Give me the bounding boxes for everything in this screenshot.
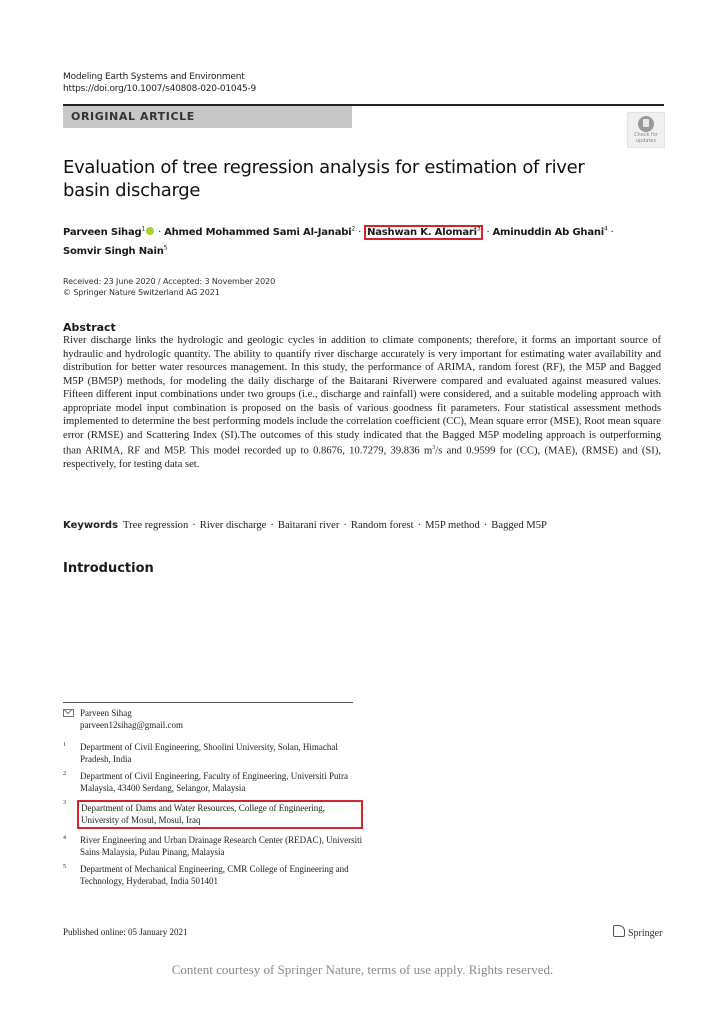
affiliation-number: 2 — [63, 771, 66, 777]
keyword: M5P method — [425, 520, 480, 531]
keyword-separator: · — [270, 520, 274, 531]
author-name[interactable]: Parveen Sihag — [63, 227, 142, 239]
springer-horse-icon — [613, 925, 625, 937]
keyword: Baitarani river — [277, 520, 340, 531]
keyword-separator: · — [417, 520, 422, 531]
affiliation-item — [63, 835, 363, 858]
abstract-superscript: 3 — [432, 445, 436, 451]
abstract-text-main: River discharge links the hydrologic and geologic cycles in addition to climate components; therefore, it forms an important source of hydraulic and hydrologic quantity. The ability to quantify river discharge accurately is very important for estimating water availability and distribution for better water resources management. In this study, the performance of ARIMA, random forest (RF), the M5P and Bagged M5P (BM5P) methods, for modeling the daily discharge of the Baitarani Riverwere compared and evaluated against measured values. Fifteen different input combinations under two groups (i.e., discharge and rainfall) were considered, and a suitable modeling approach with appropriate model input combination is proposed on the basis of various goodness fit parameters. Four statistical assessment methods implemented to determine the best performing models include the correlation coefficient (CC), Mean square error (MSE), Root mean square error (RMSE) and Scattering Index (SI).The outcomes of this study indicated that the Bagged M5P modeling approach is outperforming than ARIMA, RF and M5P. This model recorded up to 0.8676, 10.7279, 39.836 m — [63, 335, 661, 457]
author-entry — [492, 227, 607, 238]
author-affiliation-number: 5 — [163, 244, 168, 252]
author-list — [63, 222, 663, 259]
author-affiliation-number: 3 — [476, 226, 481, 233]
check-for-updates-icon — [638, 116, 654, 132]
envelope-icon — [63, 709, 74, 717]
footnote-rule — [63, 702, 353, 703]
doi-link[interactable]: https://doi.org/10.1007/s40808-020-01045-9 — [63, 84, 257, 94]
affiliation-text: Department of Civil Engineering, Shoolini University, Solan, Himachal Pradesh, India — [80, 742, 338, 764]
keyword: River discharge — [199, 520, 267, 531]
publisher-logo — [613, 925, 662, 939]
received-accepted-dates: Received: 23 June 2020 / Accepted: 3 November 2020 — [63, 277, 276, 286]
author-name[interactable]: Nashwan K. Alomari — [367, 227, 477, 239]
abstract-text-tail: /s and 0.9599 for (CC), (MAE), (RMSE) and (SI), respectively, for testing data set. — [63, 445, 661, 471]
affiliation-number: 3 — [63, 800, 66, 806]
affiliation-text: Department of Mechanical Engineering, CMR College of Engineering and Technology, Hyderabad, India 501401 — [80, 864, 349, 886]
affiliation-text: River Engineering and Urban Drainage Research Center (REDAC), Universiti Sains Malaysia, Pulau Pinang, Malaysia — [80, 835, 363, 857]
journal-header — [63, 71, 256, 95]
check-for-updates-line1: Check for — [634, 132, 658, 138]
article-type-label: ORIGINAL ARTICLE — [71, 110, 195, 123]
keyword: Tree regression — [123, 520, 189, 531]
abstract-text — [63, 334, 661, 472]
check-for-updates-line2: updates — [635, 138, 657, 144]
author-entry — [63, 246, 167, 257]
journal-name: Modeling Earth Systems and Environment — [63, 72, 245, 82]
affiliation-number: 5 — [63, 864, 66, 870]
courtesy-notice: Content courtesy of Springer Nature, terms of use apply. Rights reserved. — [171, 962, 554, 977]
corresponding-author-name: Parveen Sihag — [80, 708, 132, 718]
author-separator: · — [158, 227, 162, 239]
abstract-heading: Abstract — [63, 321, 116, 334]
keywords-block — [63, 519, 663, 532]
affiliation-number: 1 — [63, 742, 66, 748]
paper-title: Evaluation of tree regression analysis for estimation of river basin discharge — [63, 157, 585, 201]
author-name[interactable]: Ahmed Mohammed Sami Al-Janabi — [164, 227, 352, 239]
keyword-separator: · — [192, 520, 196, 531]
article-type-bar — [63, 106, 352, 128]
affiliation-item — [63, 800, 363, 829]
affiliation-text: Department of Civil Engineering, Faculty of Engineering, Universiti Putra Malaysia, 43400 Serdang, Selangor, Malaysia — [80, 771, 348, 793]
author-name[interactable]: Aminuddin Ab Ghani — [492, 227, 605, 239]
affiliation-item — [63, 742, 363, 765]
correspondence-block — [63, 707, 183, 731]
affiliation-number: 4 — [63, 835, 66, 841]
published-online-date: Published online: 05 January 2021 — [63, 927, 188, 937]
introduction-heading: Introduction — [63, 561, 154, 576]
check-for-updates-button[interactable] — [627, 112, 665, 148]
author-separator: · — [358, 227, 362, 239]
dates-block — [63, 276, 275, 298]
author-separator: · — [486, 227, 490, 239]
author-affiliation-number: 1 — [141, 226, 146, 233]
keywords-label: Keywords — [63, 520, 119, 531]
author-separator: · — [610, 227, 614, 239]
author-affiliation-number: 4 — [604, 226, 608, 233]
author-name[interactable]: Somvir Singh Nain — [63, 245, 164, 257]
affiliations-list — [63, 742, 363, 893]
copyright-notice: © Springer Nature Switzerland AG 2021 — [63, 288, 220, 297]
author-affiliation-number: 2 — [351, 226, 356, 233]
keyword: Bagged M5P — [491, 520, 547, 531]
author-entry — [164, 227, 355, 238]
keyword: Random forest — [350, 520, 414, 531]
author-entry — [364, 225, 483, 240]
publisher-name: Springer — [628, 928, 663, 939]
keyword-separator: · — [483, 520, 488, 531]
affiliation-item — [63, 771, 363, 794]
keyword-separator: · — [343, 520, 347, 531]
orcid-icon[interactable] — [146, 227, 154, 235]
author-entry — [63, 227, 155, 238]
affiliation-text: Department of Dams and Water Resources, College of Engineering, University of Mosul, Mosul, Iraq — [77, 800, 363, 829]
keywords-list — [123, 520, 547, 531]
affiliation-item — [63, 864, 363, 887]
corresponding-author-email[interactable]: parveen12sihag@gmail.com — [80, 720, 184, 730]
